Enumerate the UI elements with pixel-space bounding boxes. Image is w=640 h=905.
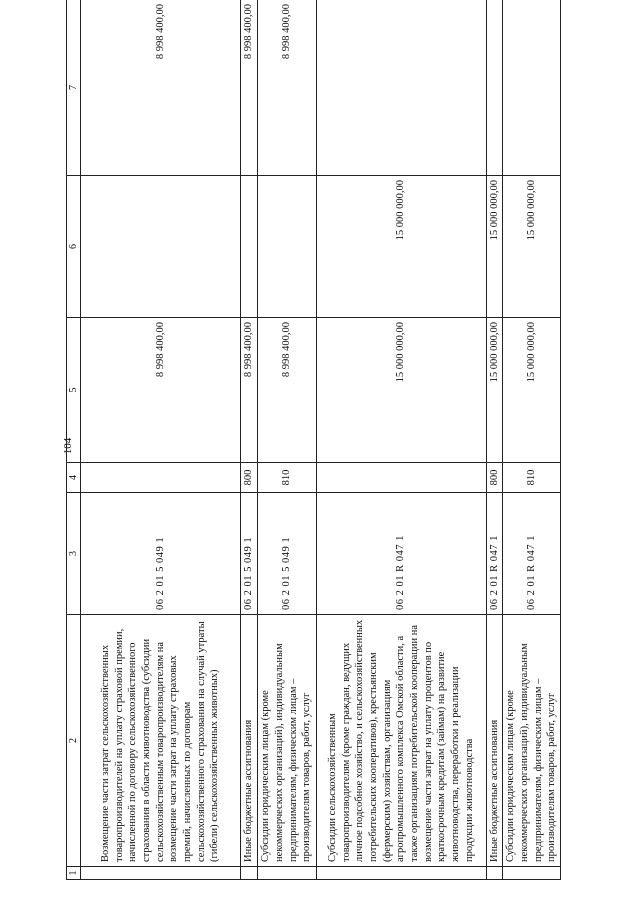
row-amount-cell: 15 000 000,00 [503, 318, 561, 463]
row-amount-cell: 15 000 000,00 [503, 176, 561, 318]
header-cell-3: 3 [67, 493, 81, 615]
row-amount-cell: 15 000 000,00 [316, 318, 486, 463]
header-cell-4: 4 [67, 463, 81, 493]
header-cell-7: 7 [67, 0, 81, 176]
row-name-cell: Возмещение части затрат сельскохозяйственных товаропроизводителей на уплату страховой премии, начисленной по договору сельскохозяйственного страхования в области животноводства (субсидии сельскохозяйственным товаропроизводителям на возмещение части затрат на уплату страховых премий, начисленных по договорам сельскохозяйственного страхования на случай утраты (гибели) сельскохозяйственных животных) [81, 615, 241, 867]
row-type-cell: 800 [486, 463, 503, 493]
row-amount-cell: 8 998 400,00 [241, 0, 258, 176]
table-row [486, 0, 503, 880]
row-type-cell: 800 [241, 463, 258, 493]
row-code-cell: 06 2 01 R 047 1 [503, 493, 561, 615]
row-code-cell: 06 2 01 5 049 1 [241, 493, 258, 615]
header-cell-5: 5 [67, 318, 81, 463]
header-cell-2: 2 [67, 615, 81, 867]
row-number-cell [257, 867, 316, 880]
table-row [81, 0, 241, 880]
budget-table [66, 0, 561, 880]
row-number-cell [316, 867, 486, 880]
row-amount-cell: 8 998 400,00 [257, 318, 316, 463]
row-type-cell [316, 463, 486, 493]
row-amount-cell [486, 0, 503, 176]
header-cell-6: 6 [67, 176, 81, 318]
row-type-cell: 810 [503, 463, 561, 493]
row-amount-cell [81, 176, 241, 318]
row-amount-cell [257, 176, 316, 318]
page-number: 104 [62, 437, 74, 455]
row-amount-cell: 8 998 400,00 [257, 0, 316, 176]
row-name-cell: Иные бюджетные ассигнования [486, 615, 503, 867]
table-row [316, 0, 486, 880]
row-number-cell [241, 867, 258, 880]
row-amount-cell [316, 0, 486, 176]
row-amount-cell [503, 0, 561, 176]
row-number-cell [486, 867, 503, 880]
table-header-row [67, 0, 81, 880]
budget-table-sheet [66, 0, 558, 880]
row-name-cell: Субсидии юридическим лицам (кроме некоммерческих организаций), индивидуальным предпринимателям, физическим лицам – производителям товаров, работ, услуг [257, 615, 316, 867]
row-amount-cell: 15 000 000,00 [486, 176, 503, 318]
table-row [257, 0, 316, 880]
row-number-cell [81, 867, 241, 880]
row-amount-cell: 15 000 000,00 [316, 176, 486, 318]
row-code-cell: 06 2 01 R 047 1 [316, 493, 486, 615]
row-type-cell [81, 463, 241, 493]
row-amount-cell: 8 998 400,00 [81, 318, 241, 463]
row-code-cell: 06 2 01 5 049 1 [81, 493, 241, 615]
row-amount-cell: 8 998 400,00 [241, 318, 258, 463]
row-code-cell: 06 2 01 R 047 1 [486, 493, 503, 615]
row-type-cell: 810 [257, 463, 316, 493]
row-amount-cell: 15 000 000,00 [486, 318, 503, 463]
row-amount-cell [241, 176, 258, 318]
row-number-cell [503, 867, 561, 880]
row-name-cell: Иные бюджетные ассигнования [241, 615, 258, 867]
row-name-cell: Субсидии сельскохозяйственным товаропроизводителям (кроме граждан, ведущих личное подсобное хозяйство, и сельскохозяйственных потребительских кооперативов), крестьянским (фермерским) хозяйствам, организациям агропромышленного комплекса Омской области, а также организациям потребительской кооперации на возмещение части затрат на уплату процентов по краткосрочным кредитам (займам) на развитие животноводства, переработки и реализации продукции животноводства [316, 615, 486, 867]
row-code-cell: 06 2 01 5 049 1 [257, 493, 316, 615]
header-cell-1: 1 [67, 867, 81, 880]
row-name-cell: Субсидии юридическим лицам (кроме некоммерческих организаций), индивидуальным предпринимателям, физическим лицам – производителям товаров, работ, услуг [503, 615, 561, 867]
table-row [241, 0, 258, 880]
table-row [503, 0, 561, 880]
row-amount-cell: 8 998 400,00 [81, 0, 241, 176]
